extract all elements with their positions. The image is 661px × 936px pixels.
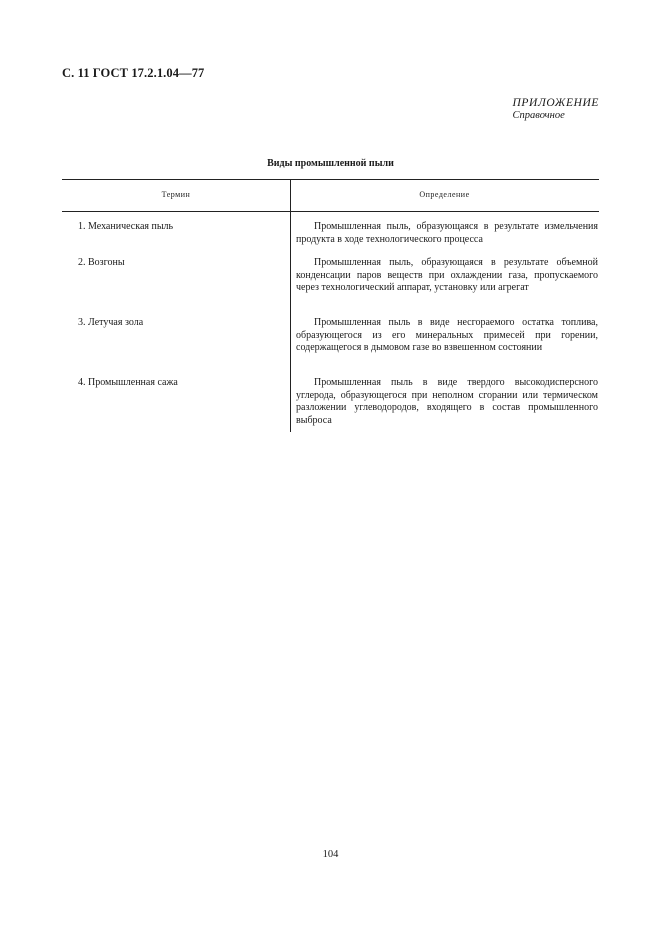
definition-cell: Промышленная пыль, образующаяся в результате объемной конденсации паров веществ при охлаждении газа, пропускаемого через технологический аппарат, установку или агрегат (296, 257, 598, 293)
page-number: 104 (322, 849, 339, 860)
definition-cell: Промышленная пыль в виде несгораемого остатка топлива, образующегося из его минеральных примесей при горении, содержащегося в дымовом газе во взвешенном состоянии (296, 317, 598, 353)
column-header-term: Термин (161, 190, 191, 199)
term-cell: 2. Возгоны (78, 257, 125, 268)
table-title: Виды промышленной пыли (267, 158, 394, 169)
term-cell: 4. Промышленная сажа (78, 377, 178, 388)
term-cell: 3. Летучая зола (78, 317, 144, 328)
definition-cell: Промышленная пыль, образующаяся в результате измельчения продукта в ходе технологического процесса (296, 221, 598, 245)
table-column-divider (290, 180, 291, 432)
appendix-title: ПРИЛОЖЕНИЕ (512, 97, 599, 109)
term-cell: 1. Механическая пыль (78, 221, 174, 232)
appendix-subtitle: Справочное (512, 110, 565, 121)
definition-cell: Промышленная пыль в виде твердого высокодисперсного углерода, образующегося при неполном сгорании или термическом разложении углеводородов, входящего в состав промышленного выброса (296, 377, 598, 426)
document-header: С. 11 ГОСТ 17.2.1.04—77 (62, 66, 205, 80)
table-top-rule (62, 179, 599, 180)
column-header-definition: Определение (419, 190, 470, 199)
table-header-rule (62, 211, 599, 212)
appendix-label (513, 97, 599, 121)
